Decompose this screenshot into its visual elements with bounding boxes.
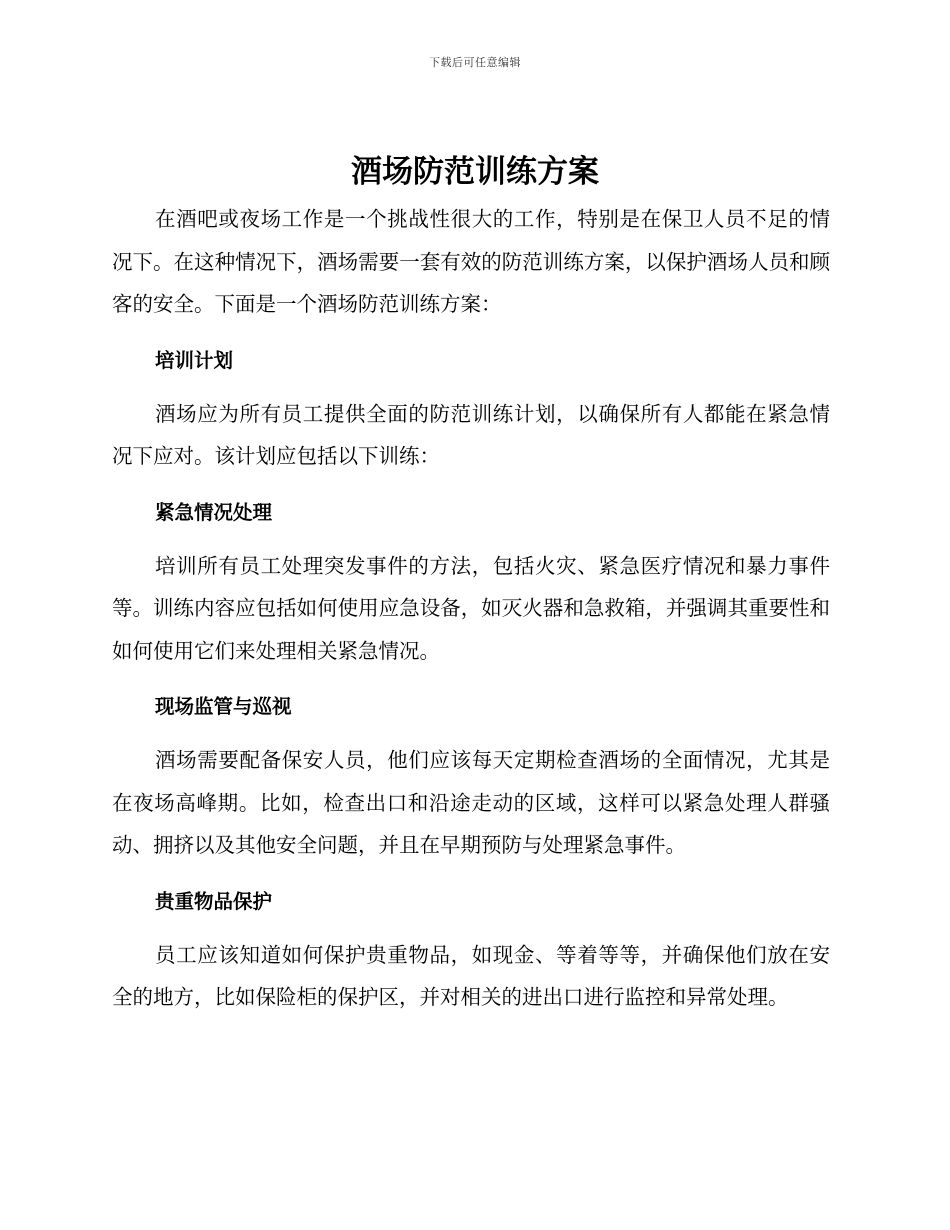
- section-paragraph-valuables-protection: 员工应该知道如何保护贵重物品，如现金、等着等等，并确保他们放在安全的地方，比如保险柜的保护区，并对相关的进出口进行监控和异常处理。: [112, 942, 830, 1009]
- document-title: 酒场防范训练方案: [351, 154, 599, 190]
- section-heading-emergency-handling: 紧急情况处理: [155, 500, 273, 524]
- section-paragraph-site-patrol: 酒场需要配备保安人员，他们应该每天定期检查酒场的全面情况，尤其是在夜场高峰期。比如，检查出口和沿途走动的区域，这样可以紧急处理人群骚动、拥挤以及其他安全问题，并且在早期预防与处理紧急事件。: [112, 748, 830, 857]
- intro-paragraph: 在酒吧或夜场工作是一个挑战性很大的工作，特别是在保卫人员不足的情况下。在这种情况下，酒场需要一套有效的防范训练方案，以保护酒场人员和顾客的安全。下面是一个酒场防范训练方案：: [112, 207, 830, 316]
- section-paragraph-training-plan: 酒场应为所有员工提供全面的防范训练计划，以确保所有人都能在紧急情况下应对。该计划应包括以下训练：: [112, 401, 830, 468]
- section-heading-valuables-protection: 贵重物品保护: [155, 889, 273, 913]
- header-note: 下载后可任意编辑: [429, 56, 521, 69]
- section-heading-training-plan: 培训计划: [155, 348, 234, 372]
- section-heading-site-patrol: 现场监管与巡视: [155, 695, 292, 718]
- document-body: [112, 198, 830, 1019]
- section-paragraph-emergency-handling: 培训所有员工处理突发事件的方法，包括火灾、紧急医疗情况和暴力事件等。训练内容应包括如何使用应急设备，如灭火器和急救箱，并强调其重要性和如何使用它们来处理相关紧急情况。: [112, 553, 830, 663]
